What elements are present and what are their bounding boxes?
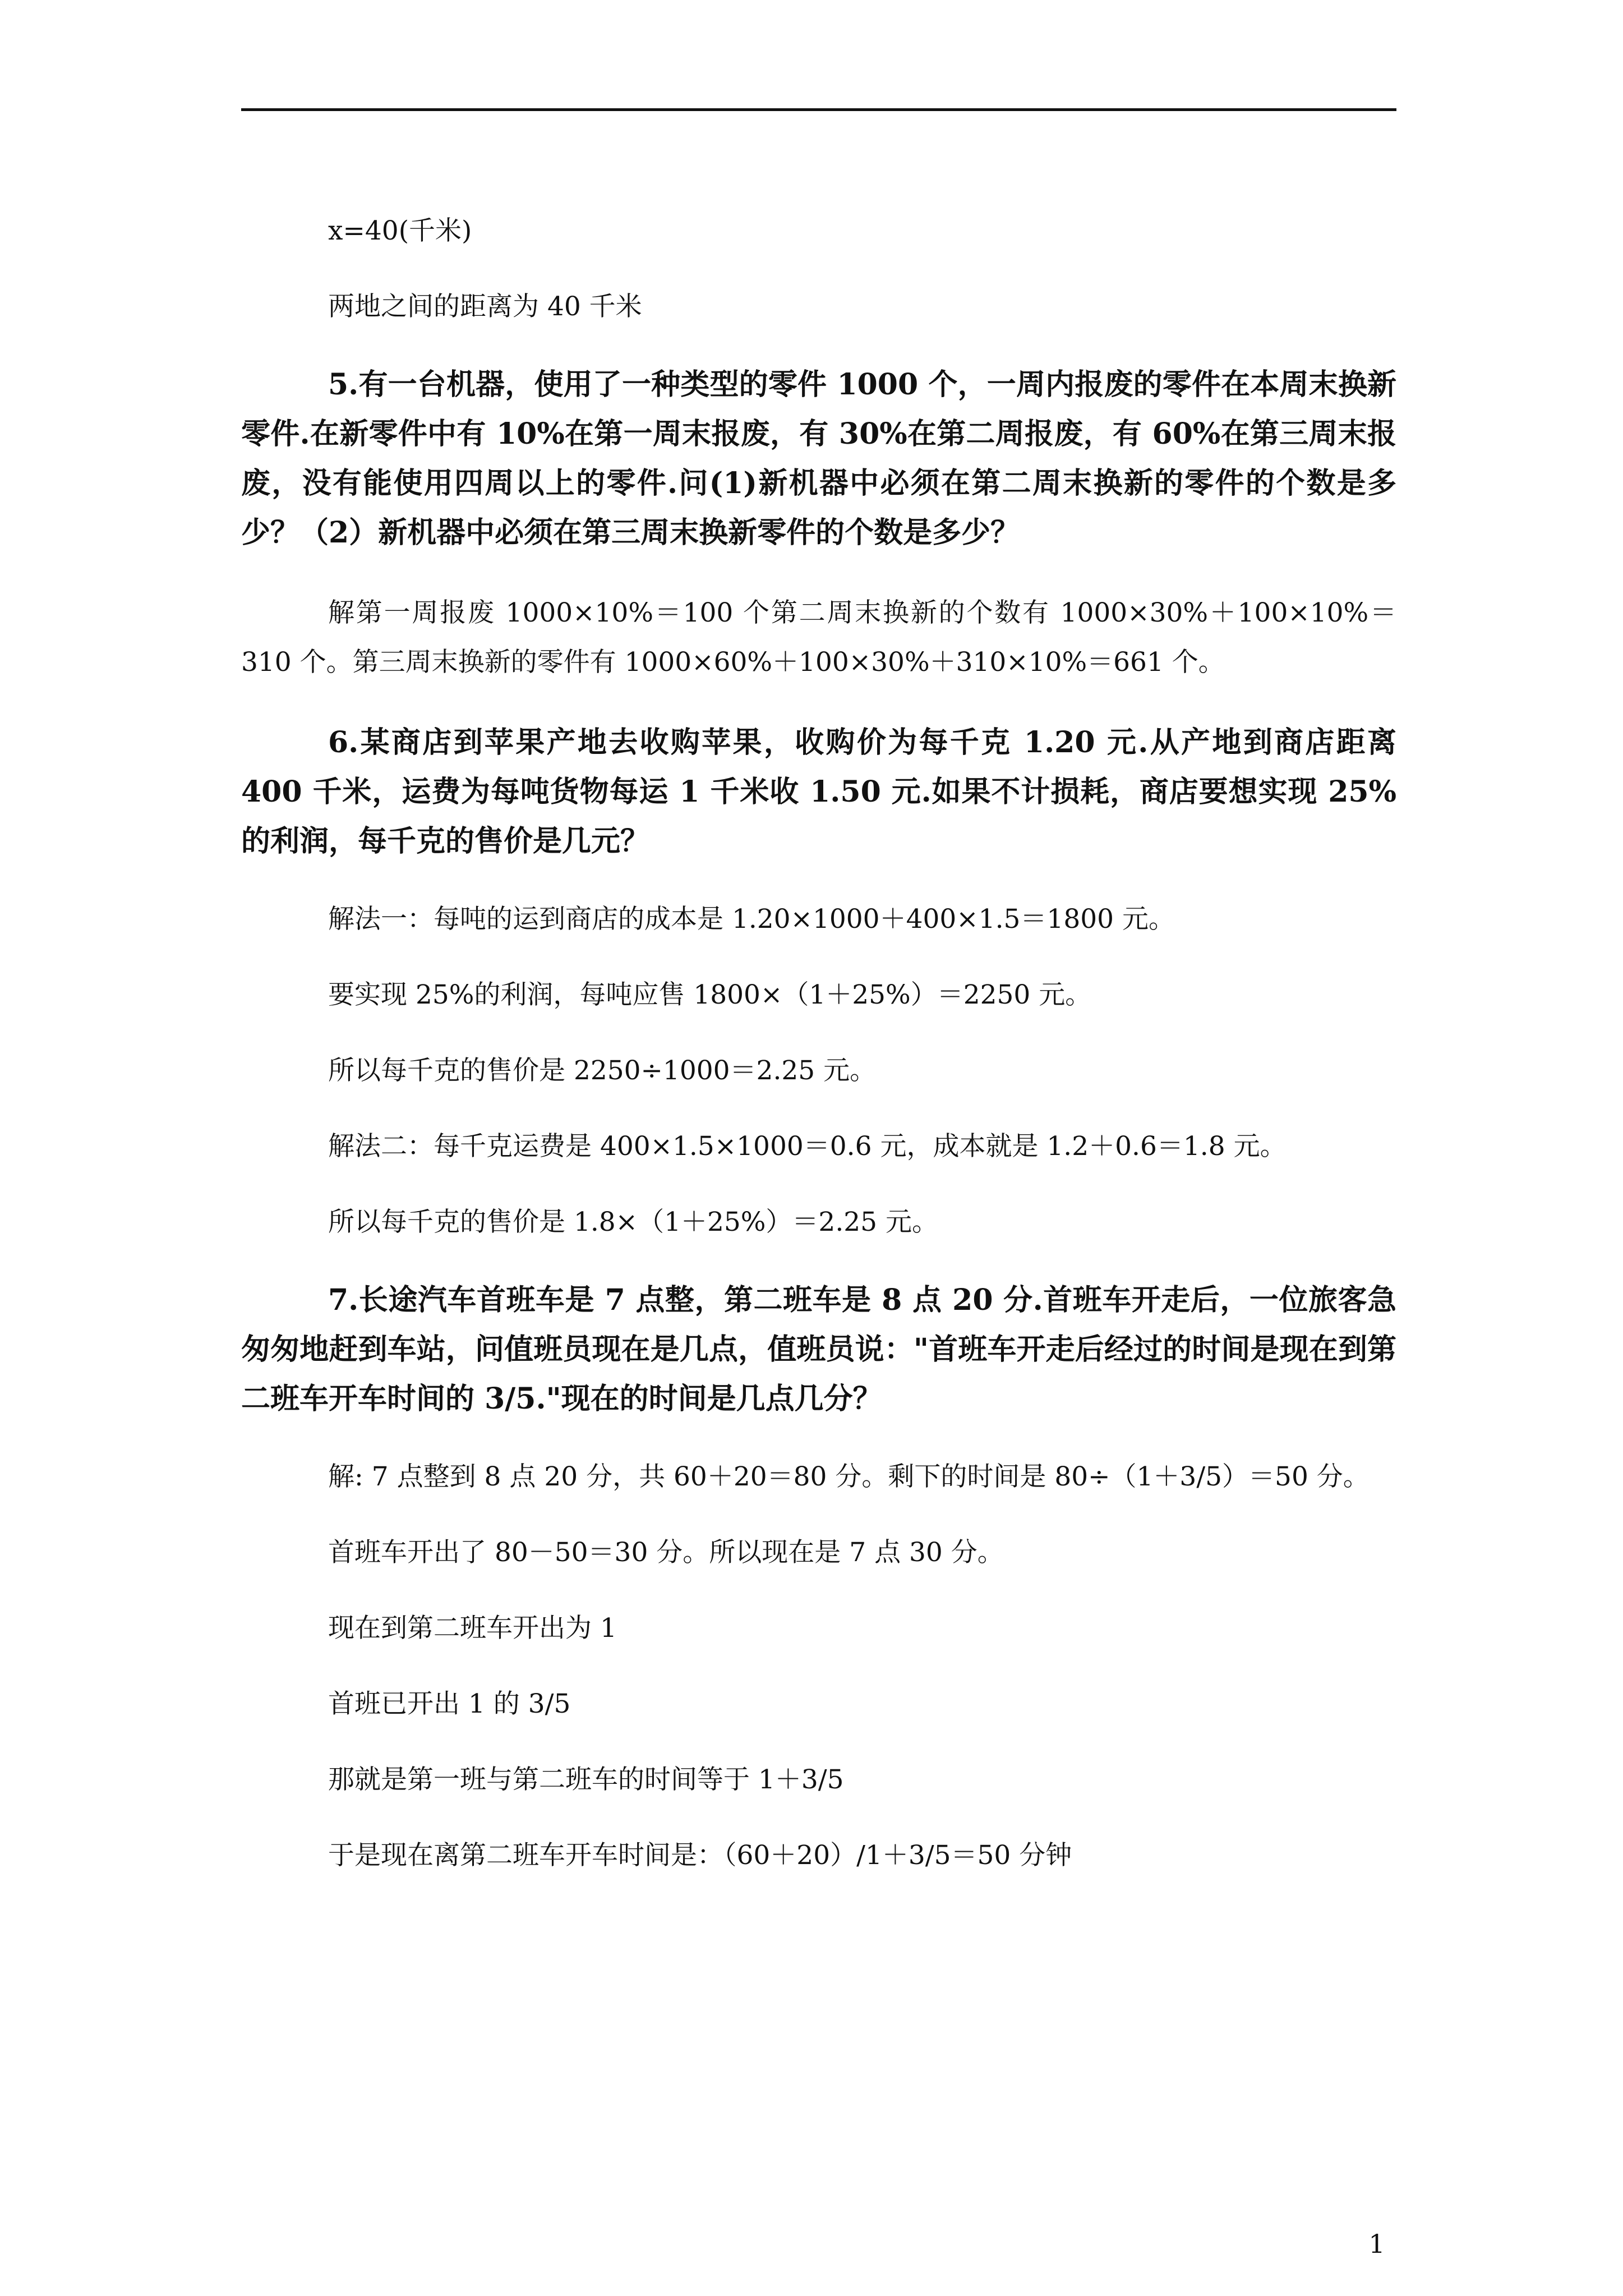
problem-6: 6.某商店到苹果产地去收购苹果，收购价为每千克 1.20 元.从产地到商店距离 400 千米，运费为每吨货物每运 1 千米收 1.50 元.如果不计损耗，商店要想实现 25%的利润，每千克的售价是几元？ [241, 725, 1396, 858]
problem-7-solution-line: 首班车开出了 80－50＝30 分。所以现在是 7 点 30 分。 [328, 1537, 1004, 1568]
page-number: 1 [1368, 2229, 1385, 2259]
header-rule [241, 108, 1396, 111]
problem-7-solution-line: 现在到第二班车开出为 1 [328, 1613, 617, 1644]
problem-6-solution-line: 解法一：每吨的运到商店的成本是 1.20×1000＋400×1.5＝1800 元。 [328, 904, 1175, 935]
problem-6-solution-line: 所以每千克的售价是 1.8×（1＋25%）＝2.25 元。 [328, 1207, 939, 1237]
problem-7-solution-line: 首班已开出 1 的 3/5 [328, 1688, 571, 1719]
problem-7-solution-line: 于是现在离第二班车开车时间是：（60＋20）/1＋3/5＝50 分钟 [328, 1840, 1072, 1871]
problem-7: 7.长途汽车首班车是 7 点整，第二班车是 8 点 20 分.首班车开走后，一位旅客急匆匆地赶到车站，问值班员现在是几点，值班员说："首班车开走后经过的时间是现在到第二班车开车时间的 3/5."现在的时间是几点几分？ [241, 1283, 1396, 1416]
problem-6-solution-line: 要实现 25%的利润，每吨应售 1800×（1＋25%）＝2250 元。 [328, 979, 1092, 1010]
answer-line-distance: 两地之间的距离为 40 千米 [328, 291, 642, 322]
problem-6-solution-line: 解法二：每千克运费是 400×1.5×1000＝0.6 元，成本就是 1.2＋0.6＝1.8 元。 [328, 1131, 1287, 1162]
problem-7-solution-line: 那就是第一班与第二班车的时间等于 1＋3/5 [328, 1764, 844, 1795]
problem-7-solution-line: 解: 7 点整到 8 点 20 分，共 60＋20＝80 分。剩下的时间是 80÷（1＋3/5）＝50 分。 [328, 1461, 1370, 1492]
problem-5-solution: 解第一周报废 1000×10%＝100 个第二周末换新的个数有 1000×30%＋100×10%＝310 个。第三周末换新的零件有 1000×60%＋100×30%＋310×10%＝661 个。 [241, 597, 1396, 678]
problem-5: 5.有一台机器，使用了一种类型的零件 1000 个，一周内报废的零件在本周末换新零件.在新零件中有 10%在第一周末报废，有 30%在第二周报废，有 60%在第三周末报废，没有能使用四周以上的零件.问(1)新机器中必须在第二周末换新的零件的个数是多少？（2）新机器中必须在第三周末换新零件的个数是多少？ [241, 367, 1396, 550]
problem-6-solution-line: 所以每千克的售价是 2250÷1000＝2.25 元。 [328, 1055, 877, 1086]
document-body [241, 209, 1396, 1909]
answer-line-x: x=40(千米) [328, 215, 472, 246]
